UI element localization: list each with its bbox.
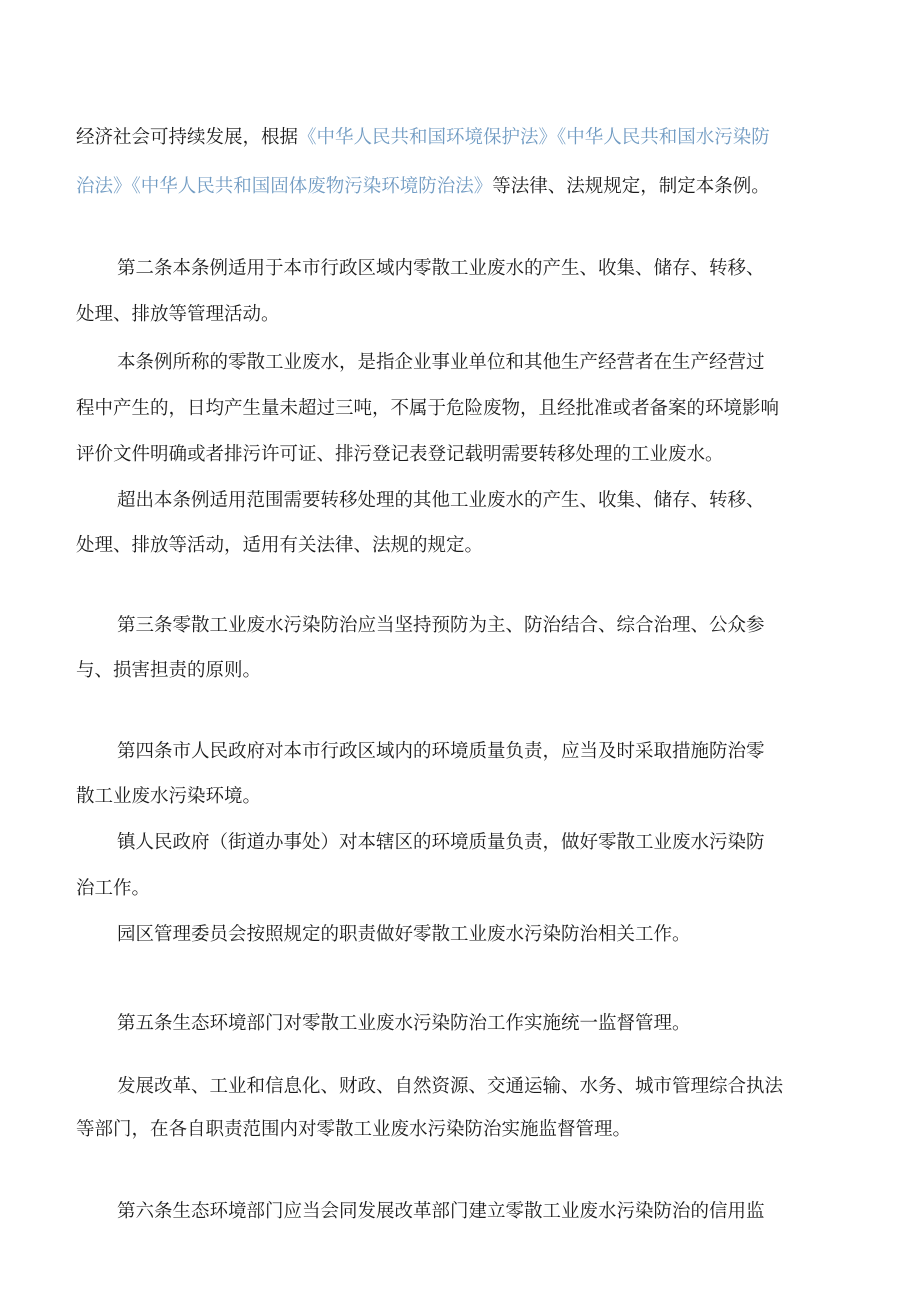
text-line (76, 125, 920, 151)
law-reference-link[interactable]: 《中华人民共和国环境保护法》《中华人民共和国水污染防 (298, 127, 770, 148)
text-line: 与、损害担责的原则。 (76, 660, 262, 681)
article-5-text: 第五条生态环境部门对零散工业废水污染防治工作实施统一监督管理。 (117, 1013, 691, 1034)
text-line: 处理、排放等活动，适用有关法律、法规的规定。 (76, 535, 484, 556)
text-line (76, 174, 920, 200)
article-6-text: 第六条生态环境部门应当会同发展改革部门建立零散工业废水污染防治的信用监 (117, 1201, 765, 1222)
text-segment: 等法律、法规规定，制定本条例。 (492, 176, 770, 197)
article-2-text: 第二条本条例适用于本市行政区域内零散工业废水的产生、收集、储存、转移、 (117, 258, 765, 279)
text-line: 处理、排放等管理活动。 (76, 304, 280, 325)
text-line: 等部门，在各自职责范围内对零散工业废水污染防治实施监督管理。 (76, 1119, 632, 1140)
text-line: 发展改革、工业和信息化、财政、自然资源、交通运输、水务、城市管理综合执法 (117, 1076, 784, 1097)
text-line: 本条例所称的零散工业废水，是指企业事业单位和其他生产经营者在生产经营过 (117, 352, 765, 373)
text-line: 镇人民政府（街道办事处）对本辖区的环境质量负责，做好零散工业废水污染防 (117, 832, 765, 853)
law-reference-link[interactable]: 治法》《中华人民共和国固体废物污染环境防治法》 (76, 176, 493, 197)
article-4-text: 第四条市人民政府对本市行政区域内的环境质量负责，应当及时采取措施防治零 (117, 741, 765, 762)
text-line: 程中产生的，日均产生量未超过三吨，不属于危险废物，且经批准或者备案的环境影响 (76, 398, 780, 419)
article-3-text: 第三条零散工业废水污染防治应当坚持预防为主、防治结合、综合治理、公众参 (117, 615, 765, 636)
text-line: 治工作。 (76, 878, 151, 899)
text-segment: 经济社会可持续发展，根据 (76, 127, 299, 148)
text-line: 超出本条例适用范围需要转移处理的其他工业废水的产生、收集、储存、转移、 (117, 490, 765, 511)
text-line: 评价文件明确或者排污许可证、排污登记表登记载明需要转移处理的工业废水。 (76, 444, 724, 465)
text-line: 散工业废水污染环境。 (76, 786, 262, 807)
text-line: 园区管理委员会按照规定的职责做好零散工业废水污染防治相关工作。 (117, 924, 691, 945)
